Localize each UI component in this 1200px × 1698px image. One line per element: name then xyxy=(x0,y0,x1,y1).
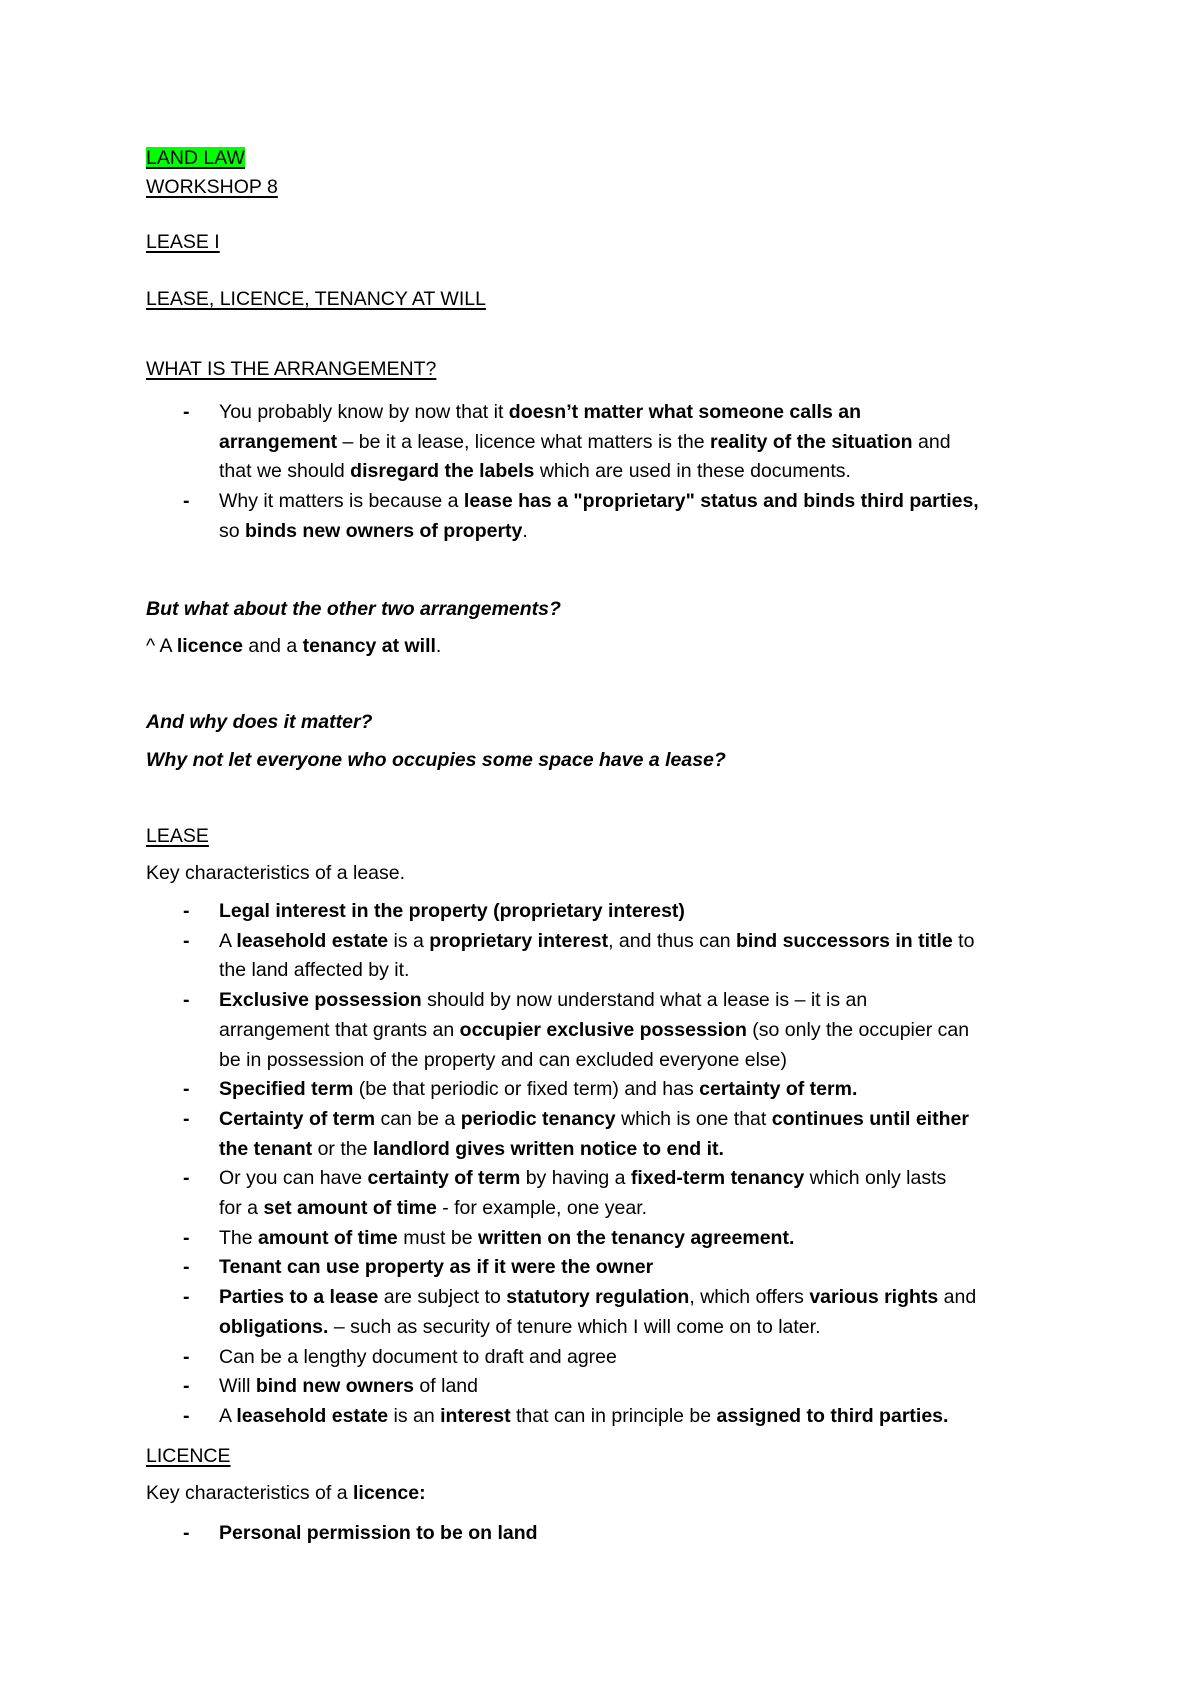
lease-characteristics-list xyxy=(0,897,1200,1432)
list-item: - The amount of time must be written on the tenancy agreement. xyxy=(0,1224,1069,1254)
list-item: - Tenant can use property as if it were the owner xyxy=(0,1253,1069,1283)
list-item: - Parties to a lease are subject to statutory regulation, which offers various rights and obligations. – such as security of tenure which I will come on to later. xyxy=(0,1283,1069,1342)
list-item: - Exclusive possession should by now understand what a lease is – it is an arrangement that grants an occupier exclusive possession (so only the occupier can be in possession of the property and can excluded everyone else) xyxy=(0,986,1069,1075)
list-item: - Will bind new owners of land xyxy=(0,1372,1069,1402)
list-item: - Can be a lengthy document to draft and agree xyxy=(0,1343,1069,1373)
question-why-matter: And why does it matter? xyxy=(146,711,373,733)
arrangement-heading: WHAT IS THE ARRANGEMENT? xyxy=(146,358,437,380)
licence-section-heading: LICENCE xyxy=(146,1445,231,1467)
question-why-not-lease: Why not let everyone who occupies some space have a lease? xyxy=(146,749,726,771)
list-item: - You probably know by now that it doesn’t matter what someone calls an arrangement – be it a lease, licence what matters is the reality of the situation and that we should disregard the labels which are used in these documents. xyxy=(0,398,1069,487)
list-item: - Legal interest in the property (proprietary interest) xyxy=(0,897,1069,927)
arrangement-list xyxy=(0,398,1200,547)
lease-heading: LEASE I xyxy=(146,231,220,253)
list-item: - Certainty of term can be a periodic tenancy which is one that continues until either the tenant or the landlord gives written notice to end it. xyxy=(0,1105,1069,1164)
answer-other-arrangements: ^ A licence and a tenancy at will. xyxy=(146,635,442,657)
workshop-label: WORKSHOP 8 xyxy=(146,176,278,198)
list-item: - A leasehold estate is an interest that can in principle be assigned to third parties. xyxy=(0,1402,1069,1432)
list-item: - Personal permission to be on land xyxy=(0,1519,1069,1549)
lease-intro: Key characteristics of a lease. xyxy=(146,862,406,884)
title-highlight: LAND LAW xyxy=(146,147,245,169)
list-item: - A leasehold estate is a proprietary interest, and thus can bind successors in title to the land affected by it. xyxy=(0,927,1069,986)
list-item: - Why it matters is because a lease has a "proprietary" status and binds third parties, so binds new owners of property. xyxy=(0,487,1069,546)
list-item: - Or you can have certainty of term by having a fixed-term tenancy which only lasts for a set amount of time - for example, one year. xyxy=(0,1164,1069,1223)
document-title xyxy=(146,147,245,170)
licence-characteristics-list xyxy=(0,1519,1200,1549)
list-item: - Specified term (be that periodic or fixed term) and has certainty of term. xyxy=(0,1075,1069,1105)
topic-heading: LEASE, LICENCE, TENANCY AT WILL xyxy=(146,288,486,310)
licence-intro: Key characteristics of a licence: xyxy=(146,1482,426,1504)
lease-section-heading: LEASE xyxy=(146,825,209,847)
question-other-arrangements: But what about the other two arrangements? xyxy=(146,598,561,620)
